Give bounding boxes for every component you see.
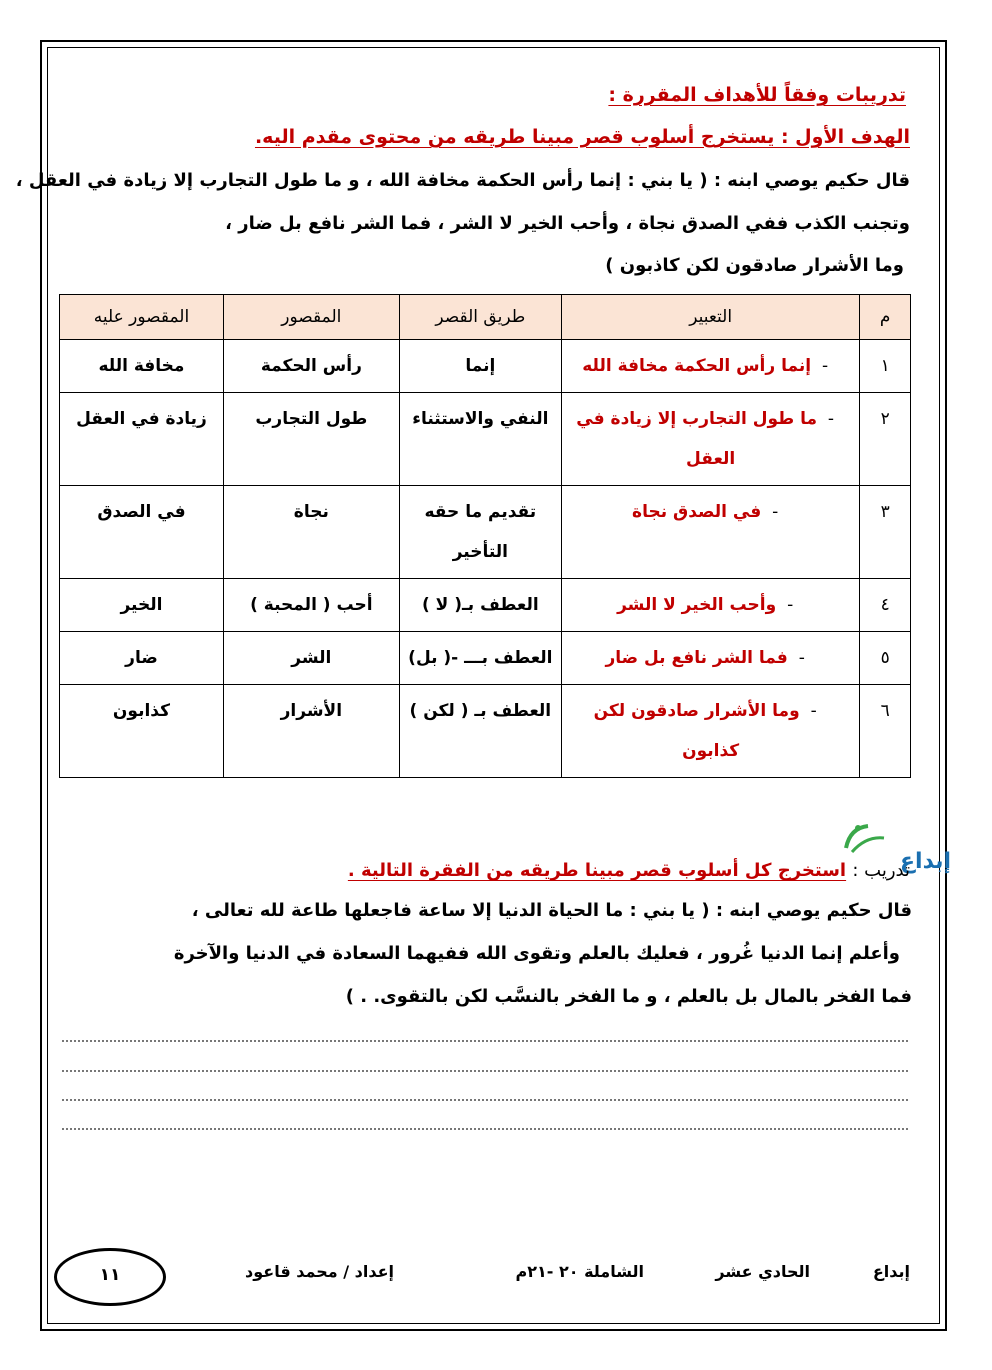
row-maqsur: رأس الحكمة (223, 340, 399, 393)
objective-heading: الهدف الأول : يستخرج أسلوب قصر مبينا طريقه من محتوى مقدم اليه. (254, 126, 910, 148)
expression-text: وما الأشرار صادقون لكن كذابون (593, 701, 800, 761)
header-maqsur-alayh: المقصور عليه (60, 295, 224, 340)
dash: - (827, 409, 835, 429)
row-maqsur-alayh: ضار (60, 632, 224, 685)
dash: - (772, 502, 779, 522)
header-method: طريق القصر (399, 295, 561, 340)
row-maqsur-alayh: مخافة الله (60, 340, 224, 393)
table-row (60, 685, 911, 778)
expression-text: فما الشر نافع بل ضار (605, 648, 788, 668)
row-num: ١ (860, 340, 911, 393)
row-maqsur-alayh: في الصدق (60, 486, 224, 579)
row-expression (561, 579, 859, 632)
dash: - (821, 356, 829, 376)
table-row (60, 579, 911, 632)
table-header-row (60, 295, 911, 340)
exercise-line-1: قال حكيم يوصي ابنه : ( يا بني : ما الحياة الدنيا إلا ساعة فاجعلها طاعة لله تعالى ، (191, 900, 912, 921)
exercise-heading (348, 860, 910, 881)
expression-text: ما طول التجارب إلا زيادة في العقل (576, 409, 817, 469)
exercise-line-2: وأعلم إنما الدنيا غُرور ، فعليك بالعلم وتقوى الله ففيهما السعادة في الدنيا والآخرة (173, 943, 900, 964)
row-method: العطف بـ ( لكن ) (399, 685, 561, 778)
header-maqsur: المقصور (223, 295, 399, 340)
row-method: النفي والاستثناء (399, 393, 561, 486)
passage-line-1: قال حكيم يوصي ابنه : ( يا بني : إنما رأس الحكمة مخافة الله ، و ما طول التجارب إلا زيادة في العقل ، (15, 170, 910, 191)
expression-text: وأحب الخير لا الشر (617, 595, 777, 615)
row-maqsur: الأشرار (223, 685, 399, 778)
exercise-line-3: فما الفخر بالمال بل بالعلم ، و ما الفخر بالنسَّب لكن بالتقوى. . ) (345, 986, 912, 1007)
footer-edition: الشاملة ٢٠ -٢١م (515, 1262, 644, 1281)
row-expression (561, 685, 859, 778)
row-maqsur: الشر (223, 632, 399, 685)
passage-line-2: وتجنب الكذب ففي الصدق نجاة ، وأحب الخير لا الشر ، فما الشر نافع بل ضار ، (225, 213, 910, 234)
table-row (60, 486, 911, 579)
logo-text: إبداع (900, 849, 952, 874)
section-title: تدريبات وفقاً للأهداف المقررة : (608, 84, 906, 106)
passage-line-3: وما الأشرار صادقون لكن كاذبون ) (605, 255, 904, 276)
row-expression (561, 340, 859, 393)
footer-grade: الحادي عشر (715, 1262, 810, 1281)
page-number: ١١ (99, 1265, 121, 1285)
answer-line[interactable] (62, 1040, 908, 1042)
row-expression (561, 486, 859, 579)
footer-brand: إبداع (872, 1262, 910, 1281)
row-method: العطف بـــ -( بل) (399, 632, 561, 685)
footer-author: إعداد / محمد قاعود (245, 1262, 394, 1281)
row-method: إنما (399, 340, 561, 393)
exercise-instruction: استخرج كل أسلوب قصر مبينا طريقه من الفقرة التالية . (347, 860, 847, 881)
answer-line[interactable] (62, 1128, 908, 1130)
row-maqsur-alayh: الخير (60, 579, 224, 632)
row-num: ٦ (860, 685, 911, 778)
table-row (60, 632, 911, 685)
row-maqsur-alayh: كذابون (60, 685, 224, 778)
row-method: العطف بـ( لا ) (399, 579, 561, 632)
expression-text: إنما رأس الحكمة مخافة الله (582, 356, 812, 376)
answer-line[interactable] (62, 1099, 908, 1101)
row-num: ٤ (860, 579, 911, 632)
row-maqsur: نجاة (223, 486, 399, 579)
expression-text: في الصدق نجاة (632, 502, 762, 522)
qasr-table (59, 294, 911, 778)
row-expression (561, 632, 859, 685)
exercise-label: تدريب : (852, 860, 910, 881)
row-expression (561, 393, 859, 486)
row-num: ٥ (860, 632, 911, 685)
table-row (60, 393, 911, 486)
row-maqsur: أحب ( المحبة ) (223, 579, 399, 632)
row-maqsur-alayh: زيادة في العقل (60, 393, 224, 486)
dash: - (798, 648, 805, 668)
dash: - (787, 595, 794, 615)
row-num: ٢ (860, 393, 911, 486)
dash: - (810, 701, 817, 721)
table-row (60, 340, 911, 393)
header-num: م (860, 295, 911, 340)
row-method: تقديم ما حقه التأخير (399, 486, 561, 579)
row-num: ٣ (860, 486, 911, 579)
header-expression: التعبير (561, 295, 859, 340)
row-maqsur: طول التجارب (223, 393, 399, 486)
answer-line[interactable] (62, 1070, 908, 1072)
